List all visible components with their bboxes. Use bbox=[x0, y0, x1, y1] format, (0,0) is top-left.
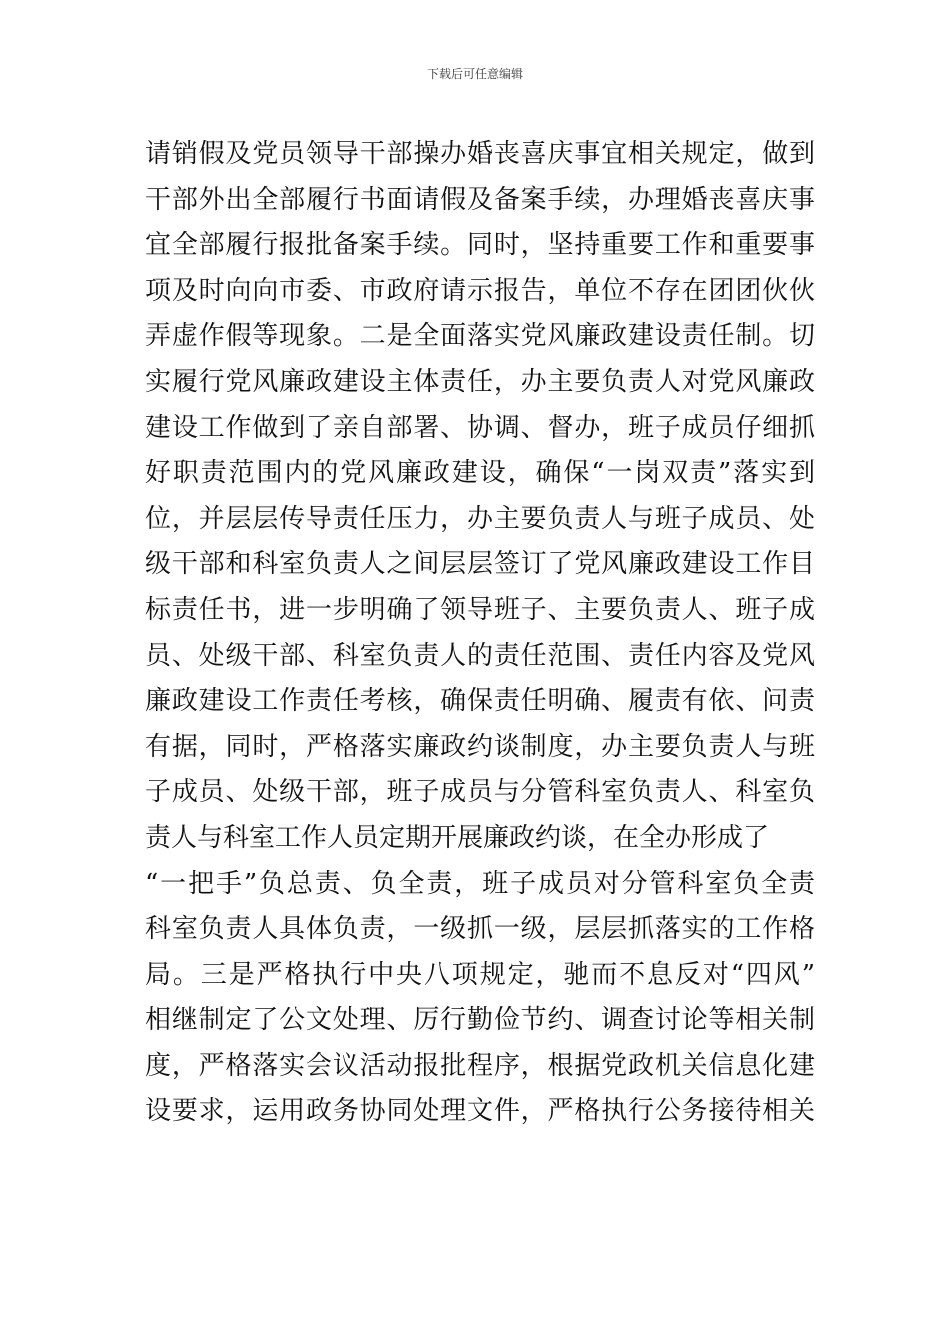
body-line: 局。三是严格执行中央八项规定，驰而不息反对“四风” bbox=[145, 959, 815, 990]
body-line: 员、处级干部、科室负责人的责任范围、责任内容及党风 bbox=[145, 640, 815, 671]
body-line: 标责任书，进一步明确了领导班子、主要负责人、班子成 bbox=[145, 594, 815, 625]
body-line: 位，并层层传导责任压力，办主要负责人与班子成员、处 bbox=[145, 503, 815, 534]
body-line: 科室负责人具体负责，一级抓一级，层层抓落实的工作格 bbox=[145, 914, 815, 945]
body-line: 宜全部履行报批备案手续。同时，坚持重要工作和重要事 bbox=[145, 230, 815, 261]
body-line: 子成员、处级干部，班子成员与分管科室负责人、科室负 bbox=[145, 777, 815, 808]
body-line: 项及时向向市委、市政府请示报告，单位不存在团团伙伙 bbox=[145, 275, 815, 306]
body-line: 相继制定了公文处理、厉行勤俭节约、调查讨论等相关制 bbox=[145, 1005, 815, 1036]
body-line: 干部外出全部履行书面请假及备案手续，办理婚丧喜庆事 bbox=[145, 184, 815, 215]
body-line: 实履行党风廉政建设主体责任，办主要负责人对党风廉政 bbox=[145, 366, 815, 397]
body-line: 级干部和科室负责人之间层层签订了党风廉政建设工作目 bbox=[145, 549, 815, 580]
body-line: 请销假及党员领导干部操办婚丧喜庆事宜相关规定，做到 bbox=[145, 139, 815, 169]
body-line: 设要求，运用政务协同处理文件，严格执行公务接待相关 bbox=[145, 1096, 815, 1127]
body-line: 廉政建设工作责任考核，确保责任明确、履责有依、问责 bbox=[145, 686, 815, 717]
body-line: 度，严格落实会议活动报批程序，根据党政机关信息化建 bbox=[145, 1050, 815, 1081]
body-text bbox=[145, 132, 815, 1135]
body-line: 责人与科室工作人员定期开展廉政约谈，在全办形成了 bbox=[145, 822, 770, 853]
body-line: 建设工作做到了亲自部署、协调、督办，班子成员仔细抓 bbox=[145, 412, 815, 443]
body-line: 有据，同时，严格落实廉政约谈制度，办主要负责人与班 bbox=[145, 731, 815, 762]
body-line: “一把手”负总责、负全责，班子成员对分管科室负全责 bbox=[145, 868, 815, 899]
body-line: 好职责范围内的党风廉政建设，确保“一岗双责”落实到 bbox=[145, 458, 815, 489]
page-header: 下载后可任意编辑 bbox=[426, 67, 523, 81]
body-line: 弄虚作假等现象。二是全面落实党风廉政建设责任制。切 bbox=[145, 321, 815, 352]
